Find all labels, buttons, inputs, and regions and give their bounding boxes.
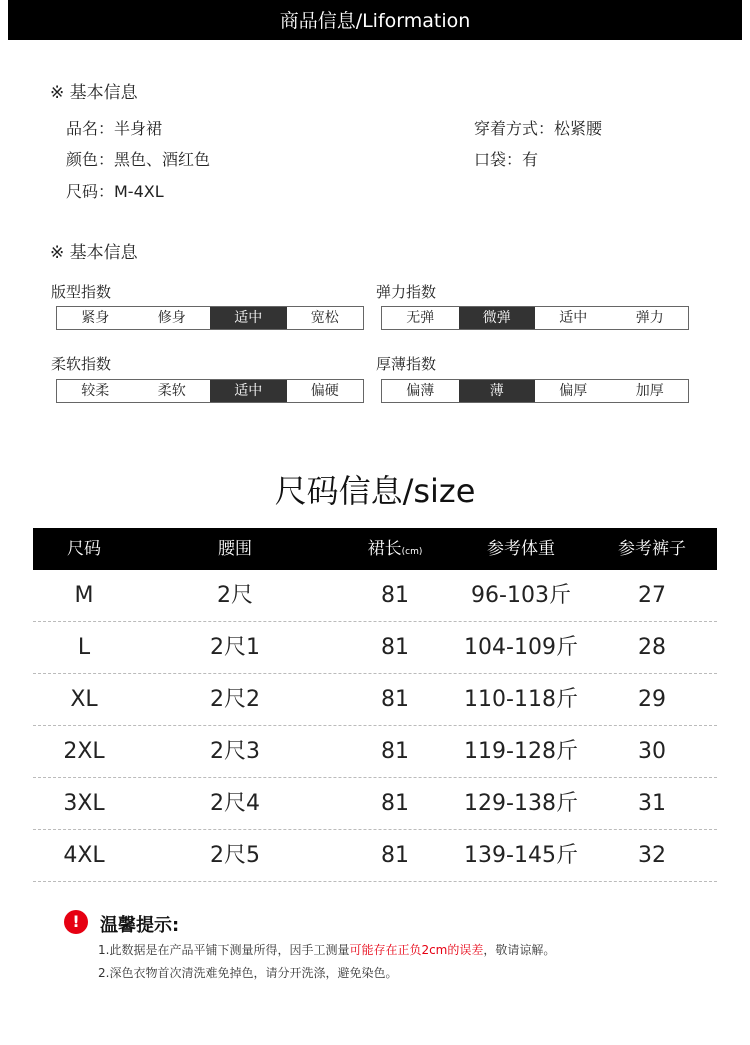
cell-weight: 139-145斤 — [464, 843, 578, 868]
info-sizes: 尺码：M-4XL — [66, 182, 164, 201]
table-row — [33, 778, 717, 830]
index-option: 偏硬 — [310, 383, 339, 399]
header-length-unit: (cm) — [401, 547, 423, 557]
cell-size: 3XL — [63, 791, 105, 816]
cell-length: 81 — [381, 843, 409, 868]
index-option-selected: 微弹 — [459, 307, 536, 329]
header-size: 尺码 — [67, 539, 101, 559]
cell-waist: 2尺5 — [210, 843, 260, 868]
info-colors: 颜色：黑色、酒红色 — [66, 150, 211, 169]
header-weight: 参考体重 — [487, 539, 555, 559]
index-option: 宽松 — [310, 310, 339, 326]
index-label-softness: 柔软指数 — [51, 355, 112, 373]
cell-waist: 2尺4 — [210, 791, 260, 816]
index-row-elasticity — [381, 306, 689, 330]
cell-waist: 2尺3 — [210, 739, 260, 764]
header-pants: 参考裤子 — [618, 539, 686, 559]
page-header: 商品信息/Liformation — [8, 0, 742, 40]
basic-info-title: ※ 基本信息 — [50, 83, 138, 103]
index-row-thickness — [381, 379, 689, 403]
index-option-selected: 适中 — [210, 380, 287, 402]
index-option: 偏薄 — [406, 383, 435, 399]
cell-weight: 129-138斤 — [464, 791, 578, 816]
index-option: 柔软 — [157, 383, 186, 399]
size-table — [33, 528, 717, 882]
header-waist: 腰围 — [218, 539, 252, 559]
size-table-header — [33, 528, 717, 570]
table-row — [33, 674, 717, 726]
index-option: 修身 — [157, 310, 186, 326]
table-row — [33, 830, 717, 882]
cell-pants: 32 — [638, 843, 666, 868]
table-row — [33, 622, 717, 674]
cell-length: 81 — [381, 687, 409, 712]
notice-line-1-suffix: ，敬请谅解。 — [483, 943, 556, 957]
cell-length: 81 — [381, 739, 409, 764]
cell-weight: 119-128斤 — [464, 739, 578, 764]
cell-size: M — [74, 583, 94, 608]
cell-pants: 31 — [638, 791, 666, 816]
cell-size: L — [77, 635, 91, 660]
cell-pants: 30 — [638, 739, 666, 764]
cell-weight: 104-109斤 — [464, 635, 578, 660]
cell-pants: 28 — [638, 635, 666, 660]
index-option: 弹力 — [635, 310, 664, 326]
cell-length: 81 — [381, 635, 409, 660]
exclamation-icon: ! — [64, 910, 88, 934]
cell-weight: 96-103斤 — [471, 583, 571, 608]
index-label-thickness: 厚薄指数 — [376, 355, 437, 373]
size-info-title: 尺码信息/size — [274, 472, 476, 510]
cell-size: 2XL — [63, 739, 105, 764]
cell-waist: 2尺 — [217, 583, 253, 608]
header-length-label: 裙长 — [367, 539, 402, 559]
cell-length: 81 — [381, 791, 409, 816]
indices-title: ※ 基本信息 — [50, 243, 138, 263]
cell-length: 81 — [381, 583, 409, 608]
index-row-fit — [56, 306, 364, 330]
notice-line-1 — [98, 941, 555, 958]
index-label-elasticity: 弹力指数 — [376, 283, 437, 301]
index-option: 加厚 — [635, 383, 664, 399]
index-option: 紧身 — [81, 310, 110, 326]
notice-line-2: 2.深色衣物首次清洗难免掉色，请分开洗涤，避免染色。 — [98, 966, 398, 980]
index-label-fit: 版型指数 — [51, 283, 112, 301]
cell-waist: 2尺2 — [210, 687, 260, 712]
cell-size: 4XL — [63, 843, 105, 868]
header-length — [335, 528, 455, 570]
index-option: 适中 — [559, 310, 588, 326]
cell-pants: 29 — [638, 687, 666, 712]
index-option-selected: 适中 — [210, 307, 287, 329]
info-pocket: 口袋：有 — [474, 150, 539, 169]
table-row — [33, 570, 717, 622]
cell-weight: 110-118斤 — [464, 687, 578, 712]
notice-line-1-highlight: 可能存在正负2cm的误差 — [349, 943, 484, 957]
index-option-selected: 薄 — [459, 380, 536, 402]
cell-size: XL — [70, 687, 98, 712]
info-wearing: 穿着方式：松紧腰 — [474, 119, 603, 138]
index-option: 无弹 — [406, 310, 435, 326]
cell-waist: 2尺1 — [210, 635, 260, 660]
index-option: 偏厚 — [559, 383, 588, 399]
index-option: 较柔 — [81, 383, 110, 399]
notice-line-1-prefix: 1.此数据是在产品平铺下测量所得，因手工测量 — [98, 943, 350, 957]
cell-pants: 27 — [638, 583, 666, 608]
table-row — [33, 726, 717, 778]
info-product-name: 品名：半身裙 — [66, 119, 163, 138]
index-row-softness — [56, 379, 364, 403]
notice-title: 温馨提示: — [100, 915, 180, 936]
